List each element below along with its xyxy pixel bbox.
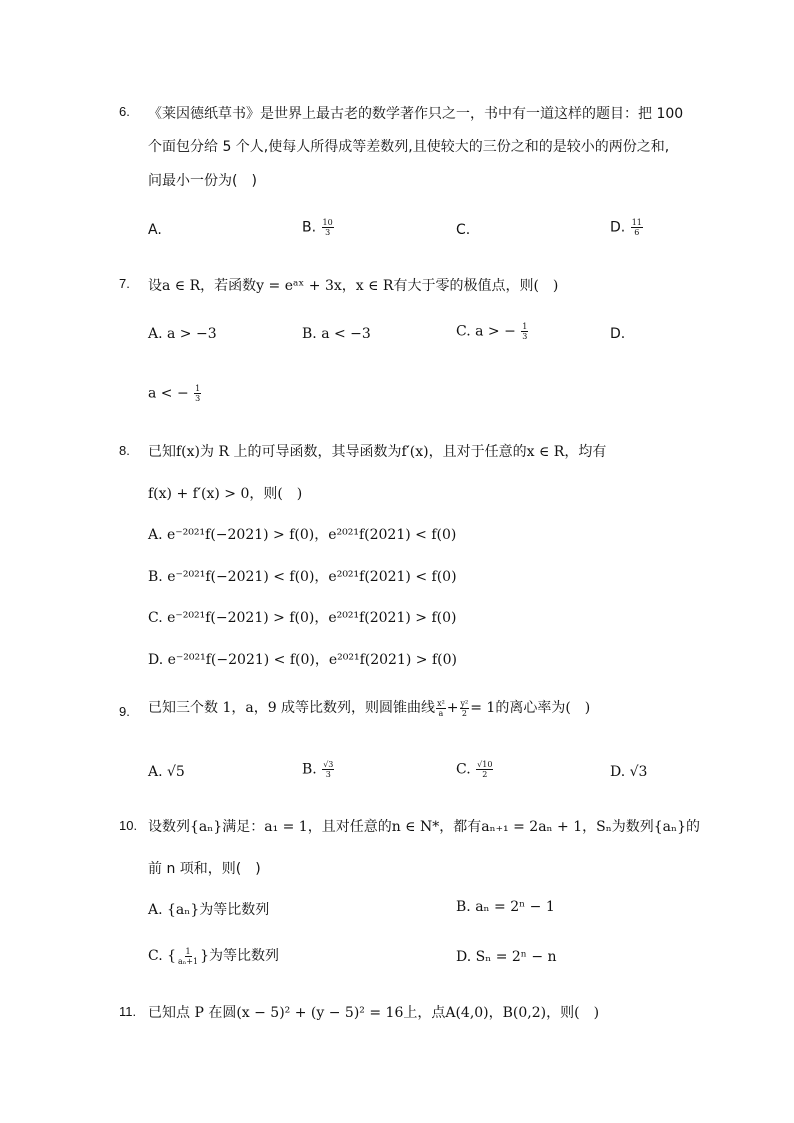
option-c-prefix: C. {: [148, 948, 177, 964]
option-c-text: C. a > −: [456, 323, 516, 340]
option-b-label: B.: [302, 761, 317, 778]
question-6-option-d: [610, 218, 644, 237]
question-6-line-2: 个面包分给 5 个人,使每人所得成等差数列,且使较大的三份之和的是较小的两份之和,: [148, 139, 670, 155]
fraction-denominator: a: [438, 708, 444, 718]
fraction-denominator: 6: [634, 228, 640, 237]
question-8-option-a: A. e⁻²⁰²¹f(−2021) > f(0)，e²⁰²¹f(2021) < f(0): [148, 527, 457, 543]
fraction-denominator: 2: [482, 770, 488, 779]
question-9-option-d: D. √3: [610, 764, 648, 780]
option-c-label: C.: [456, 761, 471, 778]
question-6-option-c: C.: [456, 222, 471, 238]
question-10-number: 10.: [119, 818, 138, 833]
question-6-line-1: 《莱因德纸草书》是世界上最古老的数学著作只之一，书中有一道这样的题目：把 100: [148, 106, 684, 122]
question-11-stem: 已知点 P 在圆(x − 5)² + (y − 5)² = 16上，点A(4,0)，B(0,2)，则( ): [148, 1005, 600, 1021]
question-6-option-b: [302, 218, 335, 237]
question-6-line-3: 问最小一份为( ): [148, 173, 257, 189]
fraction-numerator: 11: [631, 218, 642, 227]
question-10-line-1: 设数列{aₙ}满足：a₁ = 1，且对任意的n ∈ N*，都有aₙ₊₁ = 2aₙ + 1，Sₙ为数列{aₙ}的: [148, 819, 700, 835]
stem-suffix: = 1的离心率为( ): [470, 700, 591, 716]
fraction-numerator: √3: [323, 760, 334, 769]
question-8-line-2: f(x) + f′(x) > 0，则( ): [148, 486, 303, 502]
stem-prefix: 已知三个数 1，a，9 成等比数列，则圆锥曲线: [148, 700, 436, 716]
fraction-denominator: 3: [195, 394, 201, 403]
question-8-option-c: C. e⁻²⁰²¹f(−2021) > f(0)，e²⁰²¹f(2021) > f(0): [148, 610, 457, 626]
question-10-option-c: [148, 945, 279, 966]
fraction-denominator: 3: [325, 770, 331, 779]
fraction-numerator: √10: [477, 760, 493, 769]
fraction-denominator: 2: [461, 708, 467, 718]
fraction-denominator: aₙ+1: [178, 956, 199, 966]
fraction-denominator: 3: [522, 332, 528, 341]
x-squared-over-a: [436, 699, 446, 718]
option-c-fraction: [476, 760, 493, 779]
question-11-number: 11.: [119, 1004, 137, 1019]
fraction-numerator: x²: [437, 698, 445, 708]
option-b-fraction: [322, 760, 334, 779]
fraction-denominator: 3: [325, 228, 331, 237]
option-d-fraction: [194, 384, 201, 403]
plus-sign: +: [446, 700, 459, 716]
question-8-option-d: D. e⁻²⁰²¹f(−2021) < f(0)，e²⁰²¹f(2021) > f(0): [148, 652, 457, 668]
question-9-option-b: [302, 760, 335, 779]
question-6-number: 6.: [119, 104, 130, 119]
question-10-option-d: D. Sₙ = 2ⁿ − n: [456, 949, 557, 965]
question-7-stem: 设a ∈ R，若函数y = eᵃˣ + 3x，x ∈ R有大于零的极值点，则( ): [148, 278, 559, 294]
question-9-option-a: A. √5: [148, 764, 185, 780]
question-8-number: 8.: [119, 443, 130, 458]
question-7-option-c: [456, 322, 529, 341]
question-7-option-d-label: D.: [610, 326, 626, 342]
fraction-numerator: 1: [185, 946, 191, 956]
question-6-option-a: A.: [148, 222, 162, 238]
question-10-line-2: 前 n 项和，则( ): [148, 861, 261, 877]
fraction-numerator: y²: [460, 698, 469, 708]
question-8-option-b: B. e⁻²⁰²¹f(−2021) < f(0)，e²⁰²¹f(2021) < f(0): [148, 569, 457, 585]
option-d-label: D.: [610, 219, 626, 236]
question-10-option-a: A. {aₙ}为等比数列: [148, 902, 270, 918]
question-9-number: 9.: [119, 704, 130, 719]
option-b-label: B.: [302, 219, 317, 236]
question-9-stem: [148, 697, 590, 718]
question-7-option-d: [148, 384, 202, 403]
option-c-fraction: [177, 947, 199, 966]
fraction-numerator: 10: [322, 218, 333, 227]
question-9-option-c: [456, 760, 494, 779]
option-b-fraction: [322, 218, 334, 237]
fraction-numerator: 1: [195, 384, 201, 393]
question-7-option-b: B. a < −3: [302, 326, 371, 342]
y-squared-over-2: [460, 699, 470, 718]
option-d-text: a < −: [148, 385, 189, 402]
option-d-fraction: [631, 218, 643, 237]
question-8-line-1: 已知f(x)为 R 上的可导函数，其导函数为f′(x)，且对于任意的x ∈ R，均有: [148, 444, 607, 460]
option-c-fraction: [521, 322, 528, 341]
question-10-option-b: B. aₙ = 2ⁿ − 1: [456, 899, 555, 915]
option-c-suffix: }为等比数列: [200, 948, 279, 964]
question-7-number: 7.: [119, 276, 130, 291]
fraction-numerator: 1: [522, 322, 528, 331]
question-7-option-a: A. a > −3: [148, 326, 217, 342]
